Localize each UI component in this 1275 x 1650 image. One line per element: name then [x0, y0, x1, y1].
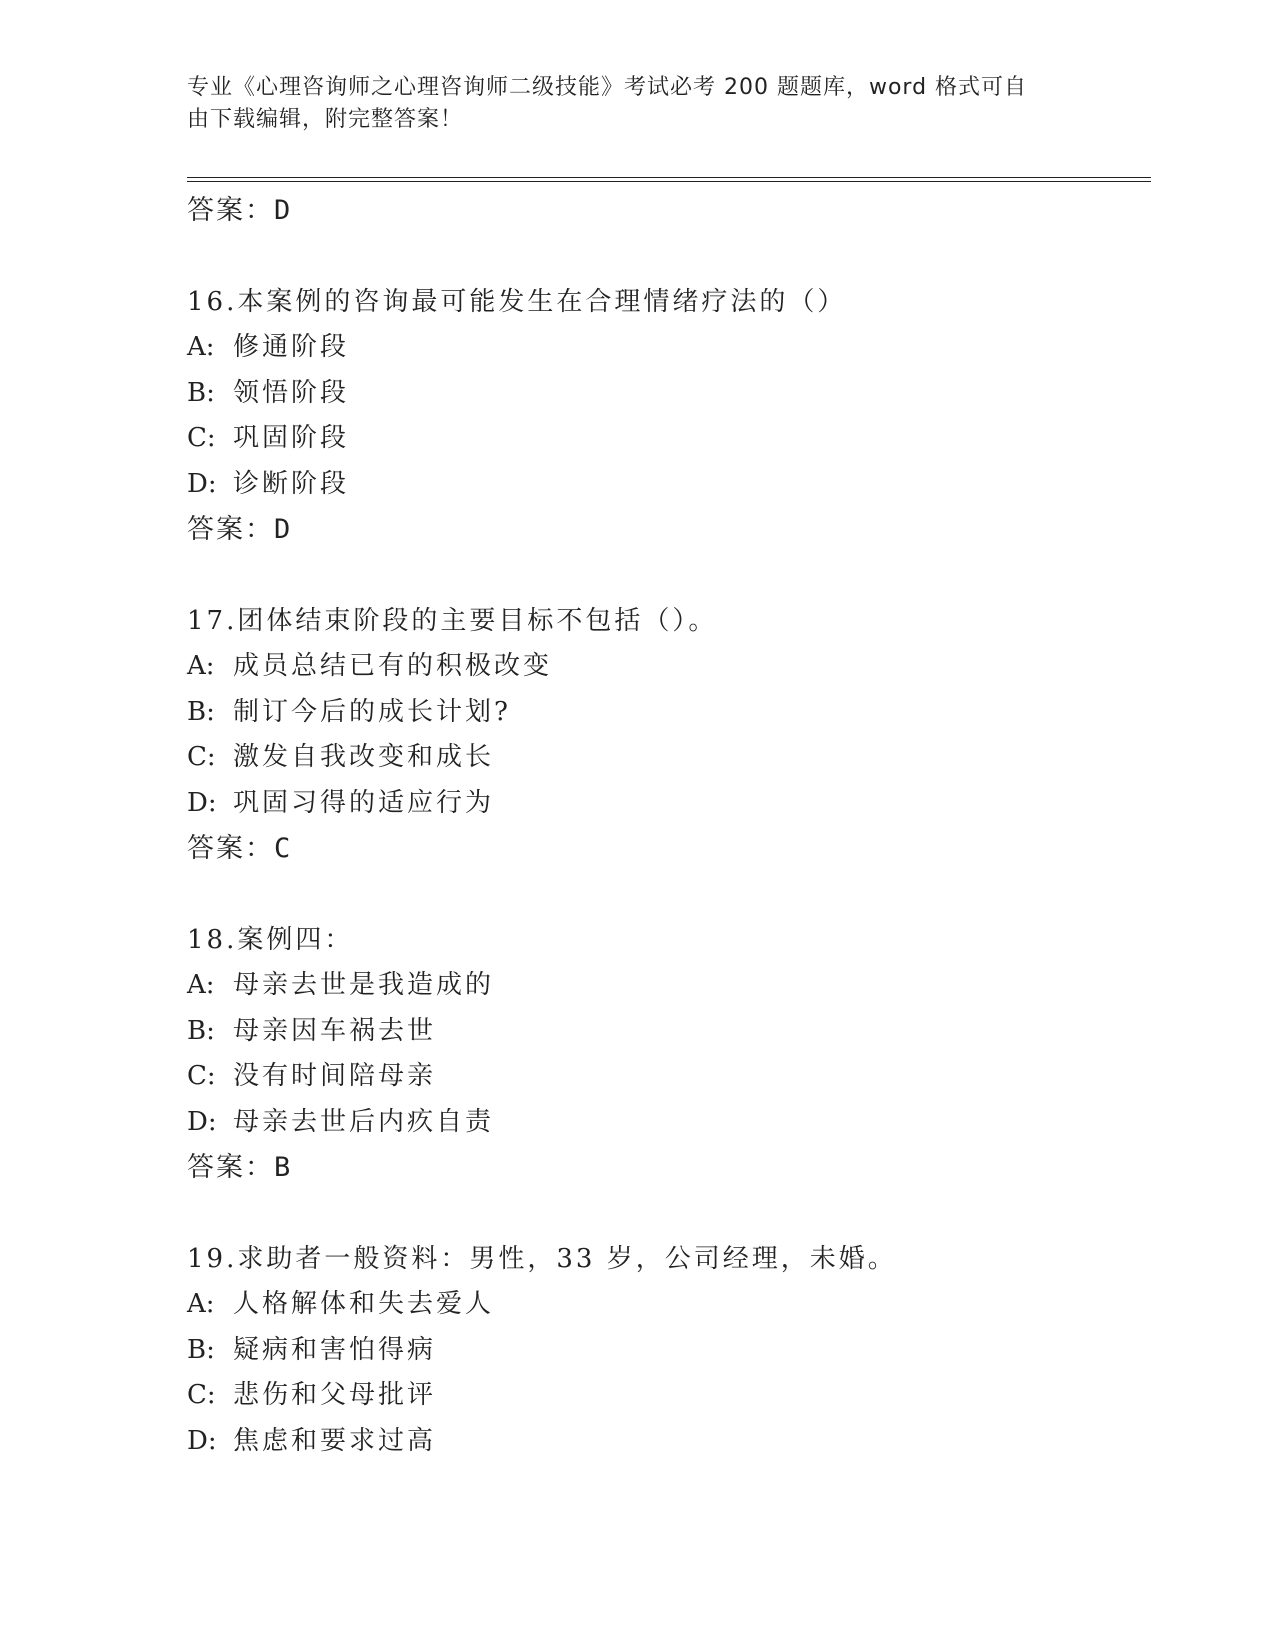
question-stem: 16.本案例的咨询最可能发生在合理情绪疗法的（）	[187, 286, 847, 317]
option-key: C:	[187, 742, 216, 772]
option-text: 修通阶段	[233, 332, 350, 362]
question-stem: 19.求助者一般资料：男性，33 岁，公司经理，未婚。	[187, 1243, 897, 1274]
option-c	[187, 1054, 1151, 1100]
answer-value: B	[274, 1152, 293, 1183]
option-text: 激发自我改变和成长	[233, 742, 495, 772]
option-c	[187, 735, 1151, 781]
answer-line	[187, 826, 1151, 872]
option-text: 巩固阶段	[233, 423, 350, 453]
option-text: 领悟阶段	[233, 377, 350, 408]
option-c	[187, 1373, 1151, 1419]
option-key: A:	[187, 1289, 215, 1319]
question-block	[187, 280, 1151, 553]
header-line-1: 专业《心理咨询师之心理咨询师二级技能》考试必考 200 题题库，word 格式可自	[187, 75, 1028, 100]
question-stem: 18.案例四：	[187, 924, 354, 955]
option-b	[187, 1009, 1151, 1055]
option-c	[187, 416, 1151, 462]
option-key: A:	[187, 970, 215, 1000]
answer-value: C	[274, 833, 293, 864]
option-text: 成员总结已有的积极改变	[233, 651, 553, 681]
option-a	[187, 1282, 1151, 1328]
option-key: B:	[187, 1334, 215, 1365]
option-text: 母亲去世后内疚自责	[233, 1106, 495, 1137]
option-text: 母亲去世是我造成的	[233, 970, 495, 1000]
option-b	[187, 1328, 1151, 1374]
option-a	[187, 963, 1151, 1009]
question-block	[187, 1237, 1151, 1465]
option-key: C:	[187, 423, 216, 453]
option-d	[187, 1100, 1151, 1146]
answer-label: 答案：	[187, 833, 274, 864]
header-rule-top	[187, 177, 1151, 178]
header-rule-bottom	[187, 181, 1151, 182]
option-key: D:	[187, 1106, 217, 1137]
option-key: B:	[187, 377, 215, 408]
option-key: D:	[187, 787, 217, 818]
answer-value: D	[274, 514, 293, 545]
option-key: C:	[187, 1380, 216, 1410]
option-d	[187, 781, 1151, 827]
option-key: B:	[187, 1015, 215, 1046]
option-key: D:	[187, 468, 217, 499]
answer-value: D	[274, 195, 293, 226]
question-list	[187, 188, 1151, 1464]
question-block	[187, 599, 1151, 872]
option-key: C:	[187, 1061, 216, 1091]
option-a	[187, 325, 1151, 371]
option-key: D:	[187, 1425, 217, 1456]
option-key: A:	[187, 332, 215, 362]
option-text: 诊断阶段	[233, 468, 350, 499]
question-block	[187, 918, 1151, 1191]
option-a	[187, 644, 1151, 690]
answer-label: 答案：	[187, 514, 274, 545]
answer-line	[187, 507, 1151, 553]
option-d	[187, 462, 1151, 508]
option-key: B:	[187, 696, 215, 727]
answer-line	[187, 188, 1151, 234]
option-text: 巩固习得的适应行为	[233, 787, 495, 818]
question-stem: 17.团体结束阶段的主要目标不包括（）。	[187, 605, 718, 636]
answer-label: 答案：	[187, 195, 274, 226]
option-text: 人格解体和失去爱人	[233, 1289, 495, 1319]
option-text: 悲伤和父母批评	[233, 1380, 437, 1410]
option-d	[187, 1419, 1151, 1465]
document-header	[187, 72, 1087, 136]
option-b	[187, 690, 1151, 736]
answer-line	[187, 1145, 1151, 1191]
option-b	[187, 371, 1151, 417]
option-text: 制订今后的成长计划?	[233, 696, 511, 727]
option-text: 疑病和害怕得病	[233, 1334, 437, 1365]
option-text: 母亲因车祸去世	[233, 1015, 437, 1046]
header-line-2: 由下载编辑，附完整答案！	[187, 107, 464, 132]
answer-label: 答案：	[187, 1152, 274, 1183]
option-text: 焦虑和要求过高	[233, 1425, 437, 1456]
option-key: A:	[187, 651, 215, 681]
option-text: 没有时间陪母亲	[233, 1061, 437, 1091]
